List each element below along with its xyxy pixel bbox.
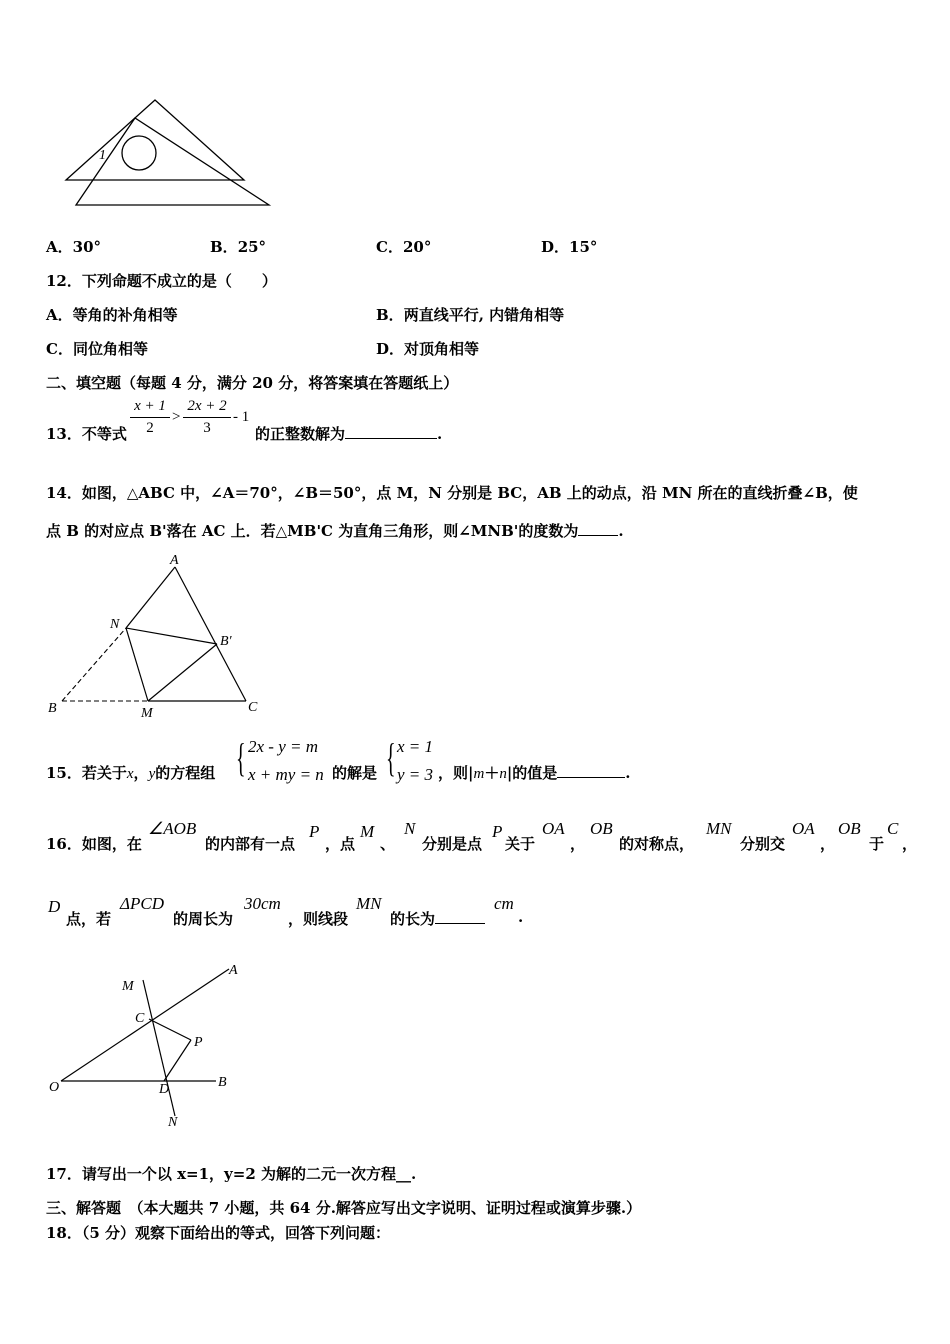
q16-text-length-label: 的长为	[390, 910, 436, 928]
q16-label-o: O	[49, 1080, 60, 1095]
fraction-bar	[183, 417, 231, 418]
q15-solution-text: 的解是	[332, 764, 378, 782]
q16-comma-2: ，	[820, 835, 836, 853]
q13-fraction-2	[183, 398, 231, 437]
option-letter: A．	[46, 238, 73, 256]
q14-label-c: C	[248, 700, 258, 715]
q14-segment-nbp	[126, 628, 217, 644]
q18-stem: 18．（5 分）观察下面给出的等式，回答下列问题：	[46, 1224, 391, 1242]
q15-after-2: |的值是	[506, 764, 558, 782]
q15-system-brace: {	[236, 735, 246, 780]
q16-var-c: C	[887, 819, 899, 838]
q14-figure	[44, 550, 274, 722]
q16-var-p2: P	[492, 822, 503, 841]
q15-comma: ，	[133, 764, 149, 782]
option-text: 15°	[569, 238, 598, 256]
q12-option-b[interactable]	[376, 304, 564, 325]
q15-sol-x: x = 1	[397, 737, 434, 756]
option-text: 两直线平行, 内错角相等	[403, 306, 565, 324]
q16-segment-pd	[164, 1040, 191, 1081]
q16-line-mn: MN	[706, 819, 732, 838]
q11-angle-label: 1	[99, 148, 106, 163]
q15-answer-blank[interactable]	[557, 764, 625, 778]
option-letter: B．	[210, 238, 238, 256]
q11-option-d[interactable]	[541, 236, 597, 257]
option-letter: B．	[376, 306, 404, 324]
option-text: 30°	[72, 238, 102, 256]
q16-var-d: D	[48, 897, 61, 916]
option-text: 等角的补角相等	[72, 306, 178, 324]
q15-eq1: 2x - y = m	[248, 737, 319, 756]
q11-option-a[interactable]	[46, 236, 101, 257]
q16-text-at: 于	[869, 835, 885, 853]
q15-solution-brace: {	[386, 735, 396, 780]
option-text: 20°	[402, 238, 432, 256]
q13-minus-one: - 1	[233, 409, 250, 425]
q14-side-ac	[175, 567, 246, 701]
q15-line	[46, 762, 215, 783]
q16-ray-oa	[61, 969, 229, 1081]
option-letter: D．	[376, 340, 405, 358]
q13-fraction-1	[130, 398, 170, 437]
q16-text-about: 关于	[505, 835, 536, 853]
q14-answer-blank[interactable]	[578, 522, 618, 536]
q11-option-b[interactable]	[210, 236, 266, 257]
q16-text-segment: ，则线段	[288, 910, 349, 928]
q16-line-oa-2: OA	[792, 819, 815, 838]
q11-upper-triangle	[66, 100, 244, 180]
q13-numerator-1: x + 1	[134, 398, 166, 414]
q16-text-symmetric: 的对称点，	[619, 835, 695, 853]
q16-text-point: ，点	[325, 835, 356, 853]
q16-line-ob: OB	[590, 819, 613, 838]
q14-line-2-text: 点 B 的对应点 B'落在 AC 上．若△MB'C 为直角三角形，则∠MNB'的度数为	[46, 522, 579, 540]
q13-suffix	[255, 423, 442, 444]
q16-label-p: P	[194, 1035, 203, 1050]
option-letter: A．	[46, 306, 73, 324]
section-2-title: 二、填空题（每题 4 分，满分 20 分，将答案填在答题纸上）	[46, 374, 459, 392]
q13-prefix: 13．不等式	[46, 425, 127, 443]
q17-stem: 17．请写出一个以 x=1，y=2 为解的二元一次方程__.	[46, 1165, 417, 1183]
q15-period: .	[625, 764, 631, 782]
q14-label-a: A	[170, 553, 179, 568]
q16-figure	[44, 958, 254, 1133]
q14-segment-nm	[126, 628, 148, 701]
q14-side-an	[126, 567, 175, 628]
q16-triangle-pcd: ΔPCD	[120, 894, 164, 913]
q16-period: .	[518, 908, 524, 926]
q13-denominator-1: 2	[146, 420, 154, 436]
q15-var-m: m	[473, 766, 485, 782]
option-text: 25°	[237, 238, 267, 256]
q15-eq2: x + my = n	[248, 765, 324, 784]
section-3-title: 三、解答题 （本大题共 7 小题，共 64 分.解答应写出文字说明、证明过程或演算步骤.）	[46, 1199, 642, 1217]
q14-period: .	[618, 522, 624, 540]
q11-circle	[122, 136, 156, 170]
q16-label-c: C	[135, 1011, 145, 1026]
q14-line-2	[46, 520, 624, 541]
q16-angle-aob: ∠AOB	[148, 819, 197, 838]
q15-mid: 的方程组	[155, 764, 216, 782]
q16-var-n: N	[404, 819, 416, 838]
q15-prefix: 15．若关于	[46, 764, 127, 782]
q16-text-intersect: 分别交	[740, 835, 786, 853]
fraction-bar	[130, 417, 170, 418]
q16-var-p: P	[309, 822, 320, 841]
q14-label-bprime: B′	[220, 634, 232, 649]
option-letter: D．	[541, 238, 570, 256]
q16-comma-1: ，	[570, 835, 586, 853]
q12-option-c[interactable]	[46, 338, 148, 359]
q15-var-n: n	[499, 766, 507, 782]
q16-length: 30cm	[244, 894, 281, 913]
q16-text-inside: 的内部有一点	[205, 835, 296, 853]
q16-segment-cp	[149, 1019, 191, 1040]
q16-answer-blank[interactable]	[435, 910, 485, 924]
q16-line-ob-2: OB	[838, 819, 861, 838]
q16-text-if: 点，若	[66, 910, 112, 928]
q13-period: .	[437, 425, 443, 443]
q15-var-x: x	[126, 766, 134, 782]
q11-option-c[interactable]	[376, 236, 431, 257]
q16-label-m: M	[122, 979, 134, 994]
q12-stem: 12．下列命题不成立的是（ ）	[46, 272, 277, 290]
option-text: 对顶角相等	[404, 340, 480, 358]
q16-text-respectively: 分别是点	[422, 835, 483, 853]
q14-line-1: 14．如图，△ABC 中，∠A＝70°，∠B＝50°，点 M，N 分别是 BC，AB 上的动点，沿 MN 所在的直线折叠∠B，使	[46, 484, 858, 502]
q16-label-d: D	[159, 1082, 170, 1097]
q13-gt: >	[172, 409, 181, 425]
q14-segment-mbp	[148, 644, 217, 701]
q13-numerator-2: 2x + 2	[187, 398, 227, 414]
option-letter: C．	[46, 340, 73, 358]
option-text: 同位角相等	[72, 340, 148, 358]
q16-segment-mn: MN	[356, 894, 382, 913]
q14-dashed-bn	[62, 628, 126, 701]
q16-var-m: M	[360, 822, 375, 841]
q13-answer-blank[interactable]	[345, 425, 437, 439]
q14-label-b: B	[48, 701, 57, 716]
q16-line-1: 16．如图，在	[46, 835, 142, 853]
q13-suffix-text: 的正整数解为	[255, 425, 346, 443]
q14-label-n: N	[110, 617, 120, 632]
q16-label-a: A	[229, 963, 238, 978]
option-letter: C．	[376, 238, 403, 256]
q11-figure	[60, 95, 280, 210]
q15-var-y: y	[148, 766, 156, 782]
q13-denominator-2: 3	[203, 420, 211, 436]
q16-label-n: N	[168, 1115, 178, 1130]
q16-comma-3: ，	[902, 835, 918, 853]
q15-plus: ＋	[484, 764, 500, 782]
q14-label-m: M	[141, 706, 153, 721]
q12-option-a[interactable]	[46, 304, 178, 325]
q16-unit: cm	[494, 894, 514, 913]
q15-sol-y: y = 3	[397, 765, 434, 784]
q16-text-dun: 、	[380, 835, 396, 853]
q16-line-oa: OA	[542, 819, 565, 838]
q16-label-b: B	[218, 1075, 227, 1090]
q16-text-perimeter: 的周长为	[173, 910, 234, 928]
q15-tail	[438, 762, 631, 783]
q16-text-length	[390, 908, 485, 929]
q12-option-d[interactable]	[376, 338, 479, 359]
q15-after: ，则|	[438, 764, 474, 782]
